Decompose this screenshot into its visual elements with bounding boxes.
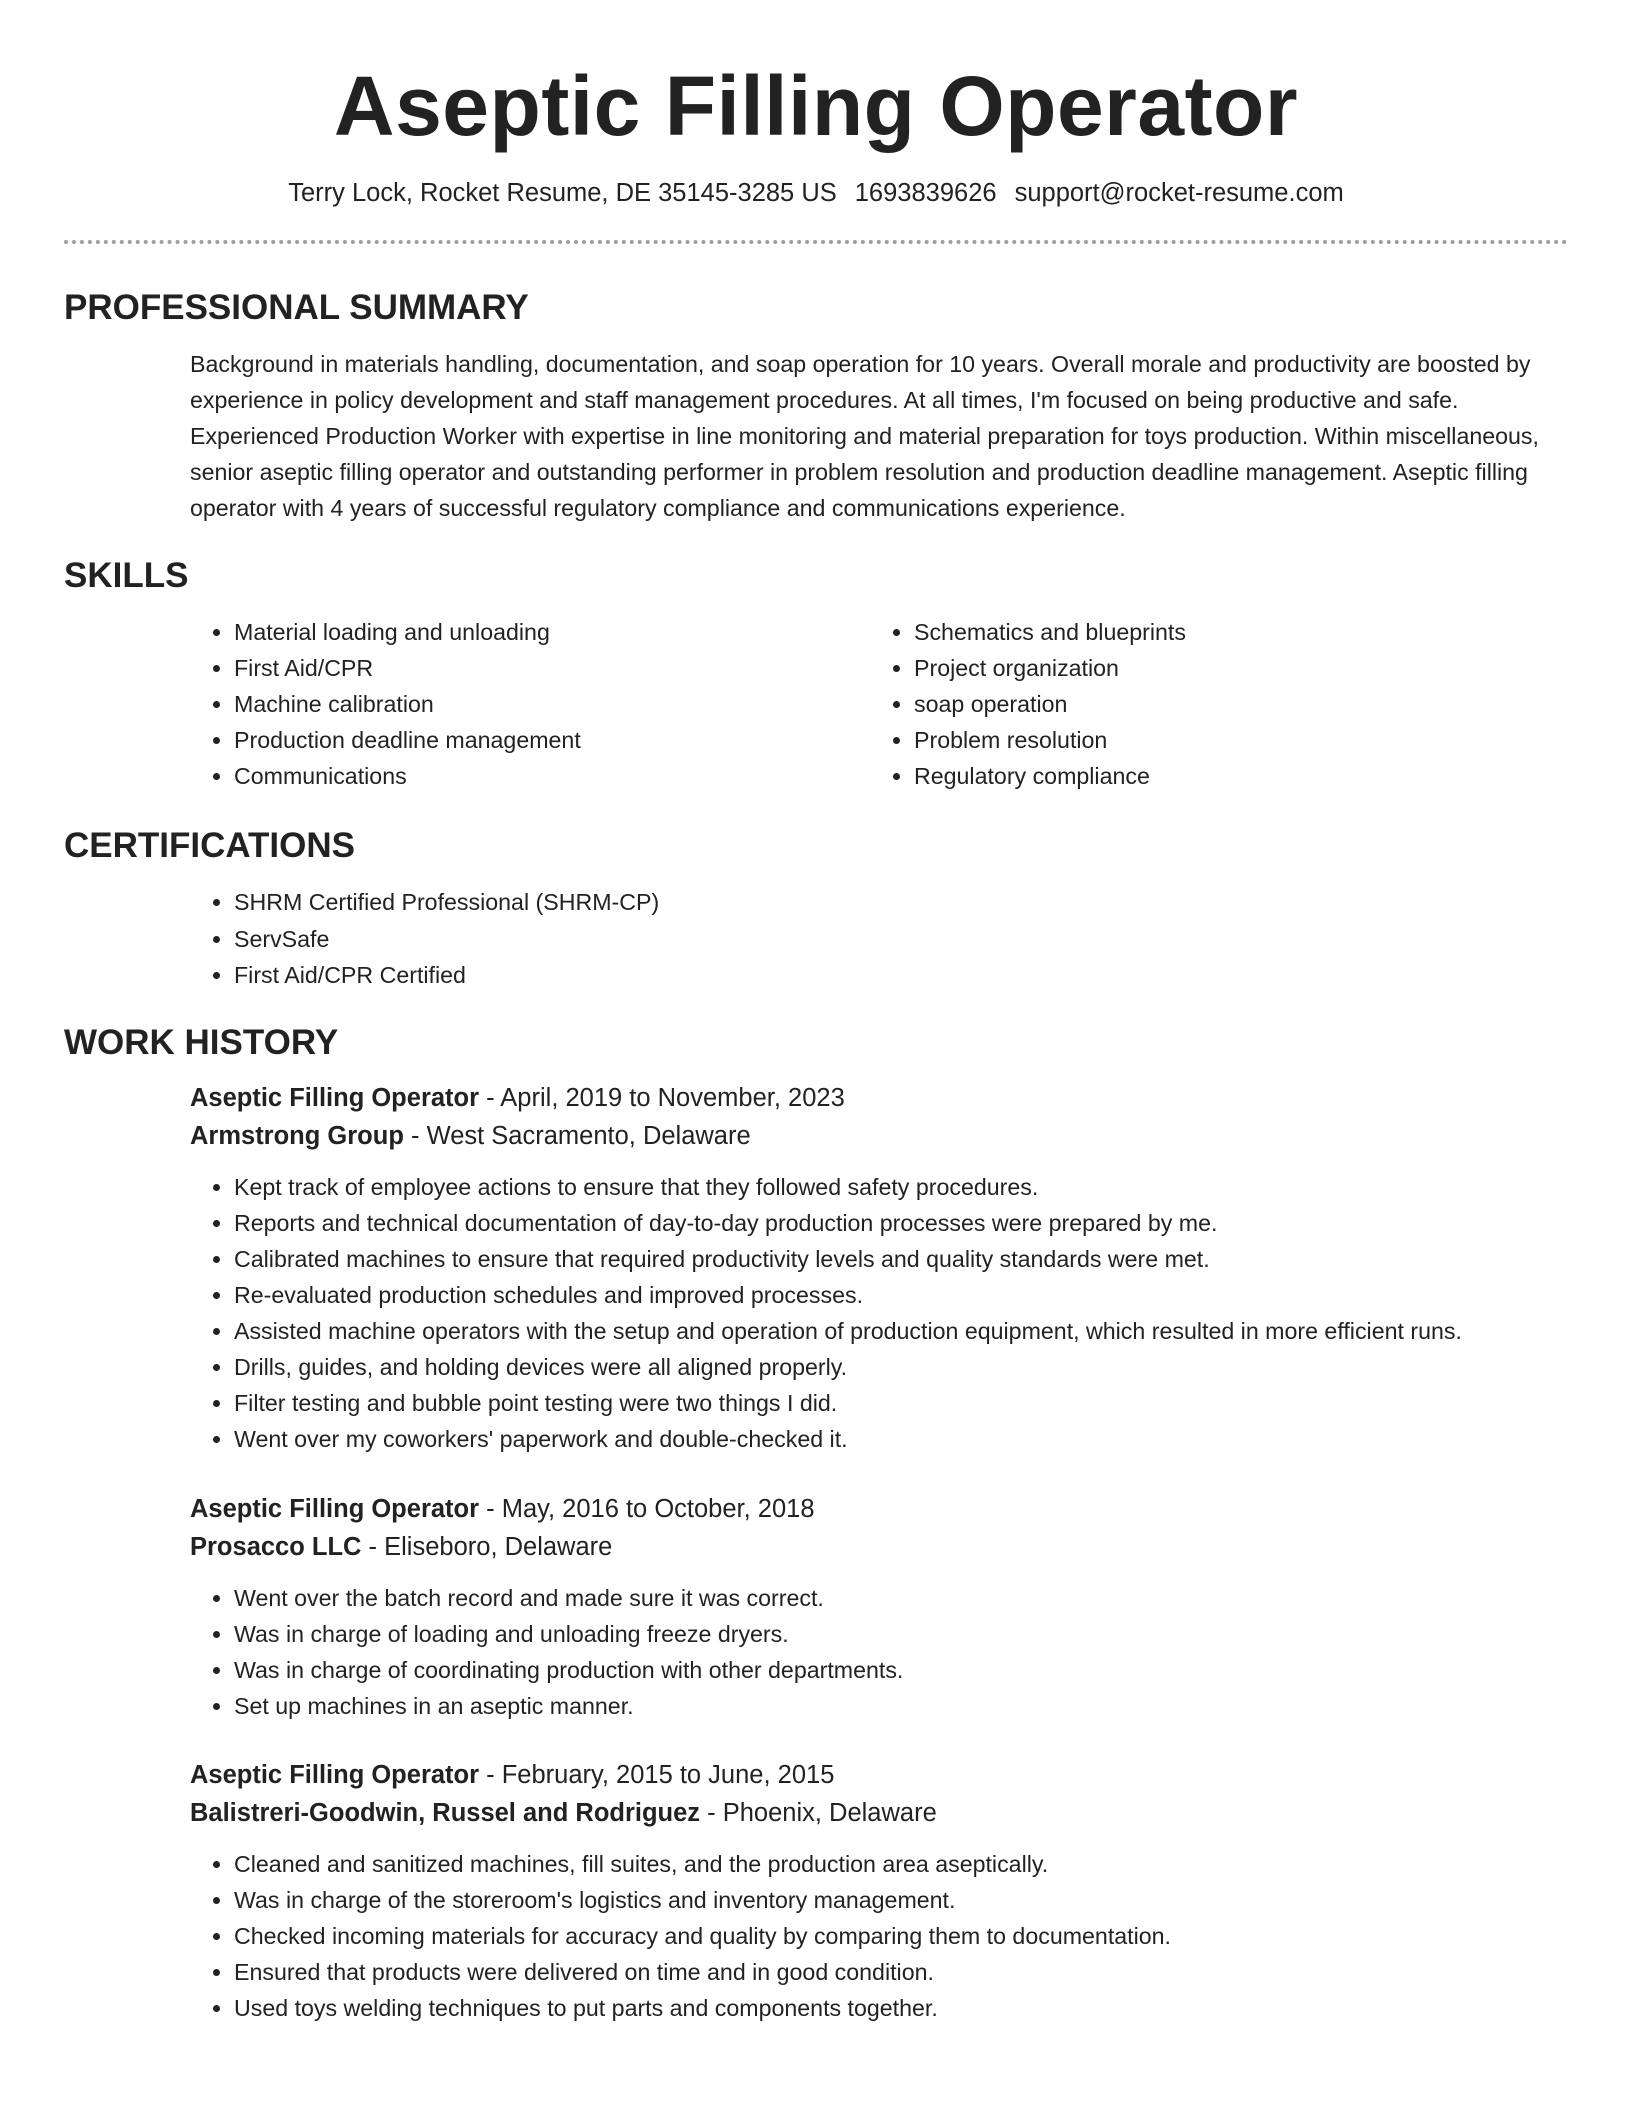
skills-right-column	[870, 614, 1550, 794]
job-company-line	[190, 1794, 1568, 1832]
skill-item: • Machine calibration	[234, 686, 870, 722]
job-company-line	[190, 1528, 1568, 1566]
summary-heading: PROFESSIONAL SUMMARY	[64, 288, 529, 327]
job-bullet: • Set up machines in an aseptic manner.	[234, 1688, 1568, 1724]
skill-item: • Project organization	[914, 650, 1550, 686]
job-dates: - April, 2019 to November, 2023	[479, 1083, 845, 1112]
summary-section	[64, 286, 1568, 526]
certifications-heading: CERTIFICATIONS	[64, 826, 356, 866]
header-divider	[64, 240, 1568, 244]
job-company: Balistreri-Goodwin, Russel and Rodriguez	[190, 1798, 701, 1827]
contact-phone: 1693839626	[854, 179, 997, 207]
contact-email: support@rocket-resume.com	[1014, 179, 1344, 207]
job-entry	[64, 1756, 1568, 2026]
job-bullet: • Cleaned and sanitized machines, fill suites, and the production area aseptically.	[234, 1846, 1568, 1882]
skill-item: • Material loading and unloading	[234, 614, 870, 650]
job-bullet: • Went over the batch record and made sure it was correct.	[234, 1580, 1568, 1616]
job-bullet: • Went over my coworkers' paperwork and double-checked it.	[234, 1421, 1568, 1457]
job-bullet: • Reports and technical documentation of day-to-day production processes were prepared by me.	[234, 1205, 1568, 1241]
certifications-section	[64, 824, 1568, 992]
job-bullet: • Ensured that products were delivered on time and in good condition.	[234, 1954, 1568, 1990]
job-company: Armstrong Group	[190, 1121, 404, 1150]
job-bullet: • Kept track of employee actions to ensure that they followed safety procedures.	[234, 1169, 1568, 1205]
job-dates: - February, 2015 to June, 2015	[479, 1760, 835, 1789]
contact-line	[64, 177, 1568, 209]
skill-item: • Schematics and blueprints	[914, 614, 1550, 650]
job-entry	[64, 1490, 1568, 1724]
skill-item: • Regulatory compliance	[914, 758, 1550, 794]
job-location: - Eliseboro, Delaware	[361, 1532, 613, 1561]
job-location: - West Sacramento, Delaware	[403, 1121, 751, 1150]
work-history-heading: WORK HISTORY	[64, 1022, 339, 1062]
skill-item: • Communications	[234, 758, 870, 794]
job-title: Aseptic Filling Operator	[190, 1760, 480, 1789]
job-bullet: • Checked incoming materials for accuracy and quality by comparing them to documentation.	[234, 1918, 1568, 1954]
summary-text: Background in materials handling, documentation, and soap operation for 10 years. Overall morale and productivity are boosted by experience in policy development and staff management procedures. At all times, I'm focused on being productive and safe. Experienced Production Worker with expertise in line monitoring and material preparation for toys production. Within miscellaneous, senior aseptic filling operator and outstanding performer in problem resolution and production deadline management. Aseptic filling operator with 4 years of successful regulatory compliance and communications experience.	[190, 351, 1539, 521]
resume-title: Aseptic Filling Operator	[333, 59, 1299, 153]
job-bullet: • Calibrated machines to ensure that required productivity levels and quality standards were met.	[234, 1241, 1568, 1277]
skills-heading: SKILLS	[64, 556, 189, 595]
job-company-line	[190, 1117, 1568, 1155]
skill-item: • First Aid/CPR	[234, 650, 870, 686]
job-title-line	[190, 1756, 1568, 1794]
job-bullet: • Used toys welding techniques to put parts and components together.	[234, 1990, 1568, 2026]
job-title: Aseptic Filling Operator	[190, 1083, 480, 1112]
job-bullet: • Was in charge of the storeroom's logistics and inventory management.	[234, 1882, 1568, 1918]
job-bullet: • Re-evaluated production schedules and improved processes.	[234, 1277, 1568, 1313]
job-bullet: • Drills, guides, and holding devices were all aligned properly.	[234, 1349, 1568, 1385]
certification-item: • First Aid/CPR Certified	[234, 957, 1568, 993]
work-history-section	[64, 1021, 1568, 2027]
job-bullet: • Assisted machine operators with the setup and operation of production equipment, which resulted in more efficient runs.	[234, 1313, 1568, 1349]
skill-item: • Production deadline management	[234, 722, 870, 758]
job-title-line	[190, 1079, 1568, 1117]
job-bullet: • Was in charge of loading and unloading freeze dryers.	[234, 1616, 1568, 1652]
certification-item: • ServSafe	[234, 921, 1568, 957]
skills-left-column	[190, 614, 870, 794]
job-company: Prosacco LLC	[190, 1532, 362, 1561]
skills-section	[64, 554, 1568, 794]
skill-item: • Problem resolution	[914, 722, 1550, 758]
job-dates: - May, 2016 to October, 2018	[479, 1494, 815, 1523]
skill-item: • soap operation	[914, 686, 1550, 722]
job-entry	[64, 1079, 1568, 1458]
job-location: - Phoenix, Delaware	[700, 1798, 937, 1827]
job-bullet: • Was in charge of coordinating production with other departments.	[234, 1652, 1568, 1688]
job-title: Aseptic Filling Operator	[190, 1494, 480, 1523]
contact-address: Terry Lock, Rocket Resume, DE 35145-3285 US	[288, 179, 837, 207]
job-bullet: • Filter testing and bubble point testing were two things I did.	[234, 1385, 1568, 1421]
job-title-line	[190, 1490, 1568, 1528]
certification-item: • SHRM Certified Professional (SHRM-CP)	[234, 884, 1568, 920]
